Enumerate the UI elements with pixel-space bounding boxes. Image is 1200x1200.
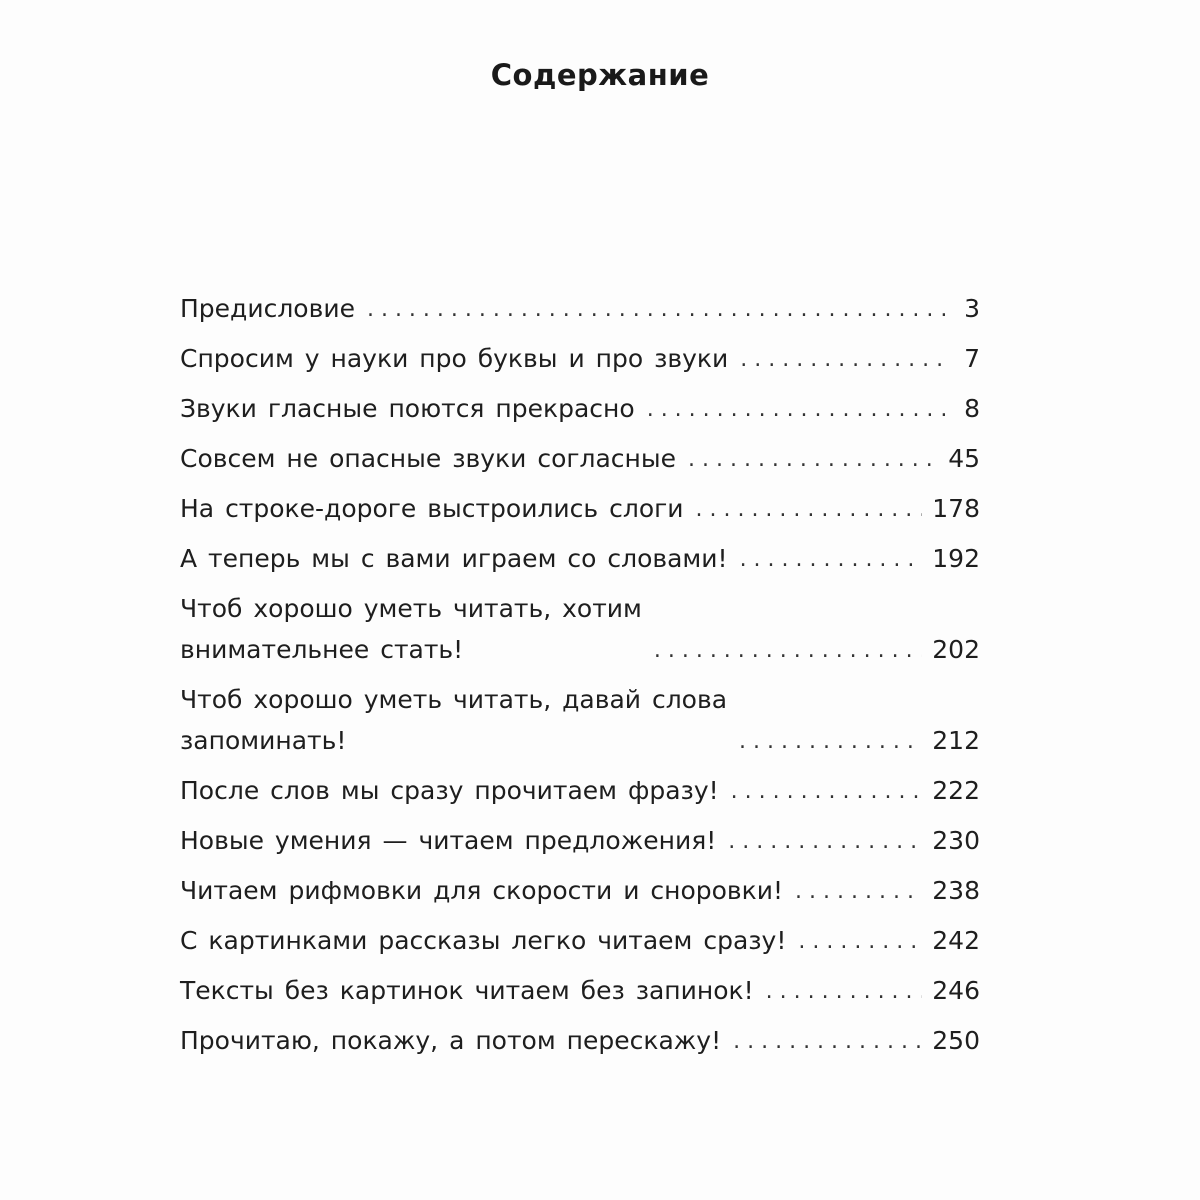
toc-entry-page: 230 — [932, 826, 980, 855]
dot-leader — [740, 344, 950, 379]
toc-entry-title: Чтоб хорошо уметь читать, хотим внимательнее стать! — [180, 594, 642, 664]
toc-entry-title: Спросим у науки про буквы и про звуки — [180, 344, 729, 373]
toc-entry-page: 238 — [932, 876, 980, 905]
toc-entry-page: 8 — [964, 394, 980, 423]
toc-entry-page: 202 — [932, 635, 980, 664]
toc-entry-title: Тексты без картинок читаем без запинок! — [180, 976, 754, 1005]
dot-leader — [795, 876, 922, 911]
toc-entry — [180, 820, 980, 861]
toc-entry — [180, 679, 980, 761]
toc-entry-page: 242 — [932, 926, 980, 955]
toc-entry-title: Совсем не опасные звуки согласные — [180, 444, 677, 473]
toc-entry-page: 250 — [932, 1026, 980, 1055]
toc-entry-title: С картинками рассказы легко читаем сразу! — [180, 926, 787, 955]
dot-leader — [739, 726, 922, 761]
toc-entry — [180, 488, 980, 529]
toc-entry-title: Прочитаю, покажу, а потом перескажу! — [180, 1026, 722, 1055]
dot-leader — [696, 494, 923, 529]
dot-leader — [740, 544, 923, 579]
toc-entry-title: Чтоб хорошо уметь читать, давай слова запоминать! — [180, 685, 728, 755]
toc-entry-title: А теперь мы с вами играем со словами! — [180, 544, 728, 573]
toc-entry-title: После слов мы сразу прочитаем фразу! — [180, 776, 719, 805]
dot-leader — [654, 635, 922, 670]
dot-leader — [798, 926, 922, 961]
toc-entry-page: 3 — [964, 294, 980, 323]
toc-entry — [180, 588, 980, 670]
toc-entry-page: 178 — [932, 494, 980, 523]
toc-entry — [180, 538, 980, 579]
dot-leader — [731, 776, 923, 811]
toc-entry — [180, 920, 980, 961]
toc-entry — [180, 288, 980, 329]
toc-entry-page: 246 — [932, 976, 980, 1005]
toc-entry-title: На строке-дороге выстроились слоги — [180, 494, 684, 523]
toc-entry — [180, 438, 980, 479]
toc-entry-title: Читаем рифмовки для скорости и сноровки! — [180, 876, 784, 905]
toc-entry — [180, 870, 980, 911]
toc-entry-page: 222 — [932, 776, 980, 805]
page-title: Содержание — [490, 58, 710, 92]
dot-leader — [733, 1026, 922, 1061]
toc-entry-page: 192 — [932, 544, 980, 573]
toc-entry — [180, 1020, 980, 1061]
toc-entry-page: 7 — [964, 344, 980, 373]
dot-leader — [367, 294, 950, 329]
dot-leader — [766, 976, 923, 1011]
toc-entry — [180, 388, 980, 429]
toc-entry — [180, 338, 980, 379]
toc-entry-title: Предисловие — [180, 294, 355, 323]
dot-leader — [647, 394, 950, 429]
toc-entry-title: Звуки гласные поются прекрасно — [180, 394, 635, 423]
toc-entry-page: 212 — [932, 726, 980, 755]
toc-entry — [180, 770, 980, 811]
toc-entry-page: 45 — [948, 444, 980, 473]
table-of-contents — [180, 288, 980, 1070]
toc-entry — [180, 970, 980, 1011]
dot-leader — [688, 444, 938, 479]
dot-leader — [728, 826, 922, 861]
toc-entry-title: Новые умения — читаем предложения! — [180, 826, 717, 855]
